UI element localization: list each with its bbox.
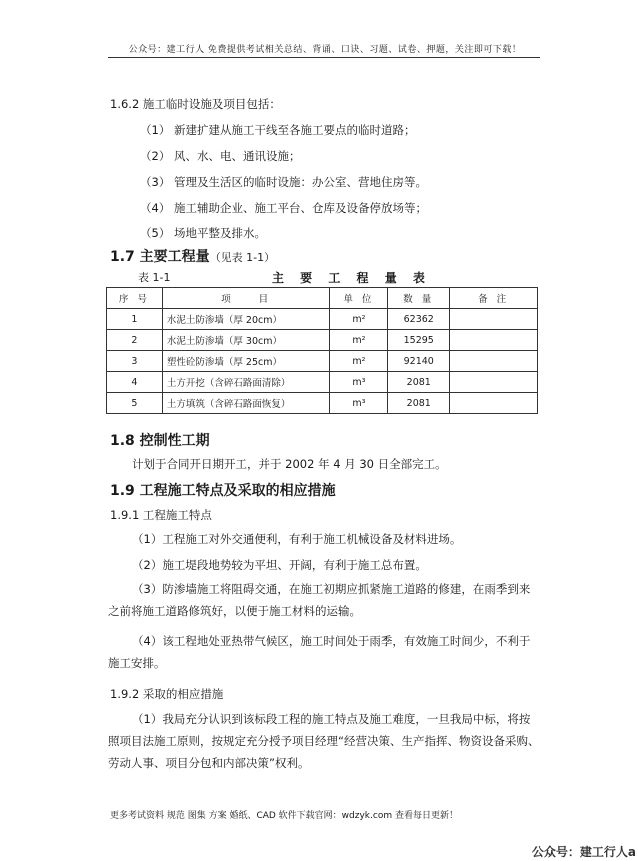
- table-header-row: [107, 288, 538, 309]
- cell-item: 水泥土防渗墙（厚 20cm）: [162, 309, 330, 330]
- section-17-title: 1.7 主要工程量: [110, 249, 210, 265]
- table-row: [107, 393, 538, 414]
- cell-no: 4: [107, 372, 163, 393]
- cell-unit: m²: [330, 351, 388, 372]
- cell-unit: m²: [330, 309, 388, 330]
- table-row: [107, 372, 538, 393]
- quantities-table: [106, 287, 538, 414]
- section-19-title: 1.9 工程施工特点及采取的相应措施: [110, 483, 336, 499]
- cell-note: [450, 393, 538, 414]
- watermark: 公众号：建工行人a: [531, 845, 636, 859]
- page-footer: 更多考试资料 规范 图集 方案 婚纸、CAD 软件下载官网：wdzyk.com 查看每日更新！: [110, 811, 458, 821]
- cell-unit: m²: [330, 330, 388, 351]
- section-162-item-2: （2） 风、水、电、通讯设施；: [140, 149, 301, 163]
- section-162-item-4: （4） 施工辅助企业、施工平台、仓库及设备停放场等；: [140, 201, 427, 215]
- header-text: 公众号：建工行人 免费提供考试相关总结、背诵、口诀、习题、试卷、押题，关注即可下载！: [128, 45, 522, 55]
- section-191-title: 1.9.1 工程施工特点: [110, 508, 212, 522]
- table-title: 主 要 工 程 量 表: [272, 271, 431, 285]
- section-191-para-1: （1）工程施工对外交通便利，有利于施工机械设备及材料进场。: [132, 532, 462, 546]
- section-192-title: 1.9.2 采取的相应措施: [110, 687, 224, 701]
- col-header-no: 序 号: [107, 288, 163, 309]
- section-191-para-4: （4）该工程地处亚热带气候区，施工时间处于雨季，有效施工时间少，不利于施工安排。: [108, 634, 531, 670]
- cell-item: 水泥土防渗墙（厚 30cm）: [162, 330, 330, 351]
- section-162-item-3: （3） 管理及生活区的临时设施：办公室、营地住房等。: [140, 175, 427, 189]
- cell-qty: 92140: [388, 351, 450, 372]
- col-header-qty: 数 量: [388, 288, 450, 309]
- cell-note: [450, 330, 538, 351]
- cell-no: 3: [107, 351, 163, 372]
- col-header-note: 备 注: [450, 288, 538, 309]
- table-row: [107, 351, 538, 372]
- section-18-title: 1.8 控制性工期: [110, 433, 210, 449]
- cell-unit: m³: [330, 393, 388, 414]
- cell-item: 土方填筑（含碎石路面恢复）: [162, 393, 330, 414]
- cell-note: [450, 309, 538, 330]
- cell-qty: 15295: [388, 330, 450, 351]
- cell-qty: 2081: [388, 393, 450, 414]
- cell-qty: 62362: [388, 309, 450, 330]
- section-162-title: 1.6.2 施工临时设施及项目包括：: [110, 97, 281, 111]
- section-162-item-1: （1） 新建扩建从施工干线至各施工要点的临时道路；: [140, 123, 416, 137]
- cell-item: 塑性砼防渗墙（厚 25cm）: [162, 351, 330, 372]
- cell-unit: m³: [330, 372, 388, 393]
- header-rule: [108, 57, 540, 58]
- section-162-item-5: （5） 场地平整及排水。: [140, 226, 266, 240]
- section-18-body: 计划于合同开日期开工，并于 2002 年 4 月 30 日全部完工。: [132, 457, 447, 471]
- col-header-item: 项 目: [162, 288, 330, 309]
- cell-note: [450, 351, 538, 372]
- cell-note: [450, 372, 538, 393]
- cell-no: 1: [107, 309, 163, 330]
- section-17-heading: [110, 246, 275, 266]
- cell-qty: 2081: [388, 372, 450, 393]
- cell-no: 2: [107, 330, 163, 351]
- table-row: [107, 330, 538, 351]
- col-header-unit: 单 位: [330, 288, 388, 309]
- table-label: 表 1-1: [138, 271, 171, 284]
- table-row: [107, 309, 538, 330]
- cell-item: 土方开挖（含碎石路面清除）: [162, 372, 330, 393]
- cell-no: 5: [107, 393, 163, 414]
- section-191-para-3: （3）防渗墙施工将阻碍交通，在施工初期应抓紧施工道路的修建，在雨季到来之前将施工道路修筑好，以便于施工材料的运输。: [108, 582, 531, 618]
- section-17-subtitle: （见表 1-1）: [209, 251, 276, 264]
- section-192-para-1: （1）我局充分认识到该标段工程的施工特点及施工难度，一旦我局中标，将按照项目法施工原则，按规定充分授予项目经理“经营决策、生产指挥、物资设备采购、劳动人事、项目分包和内部决策”权利。: [108, 712, 540, 770]
- section-191-para-2: （2）施工堤段地势较为平坦、开阔，有利于施工总布置。: [132, 558, 427, 572]
